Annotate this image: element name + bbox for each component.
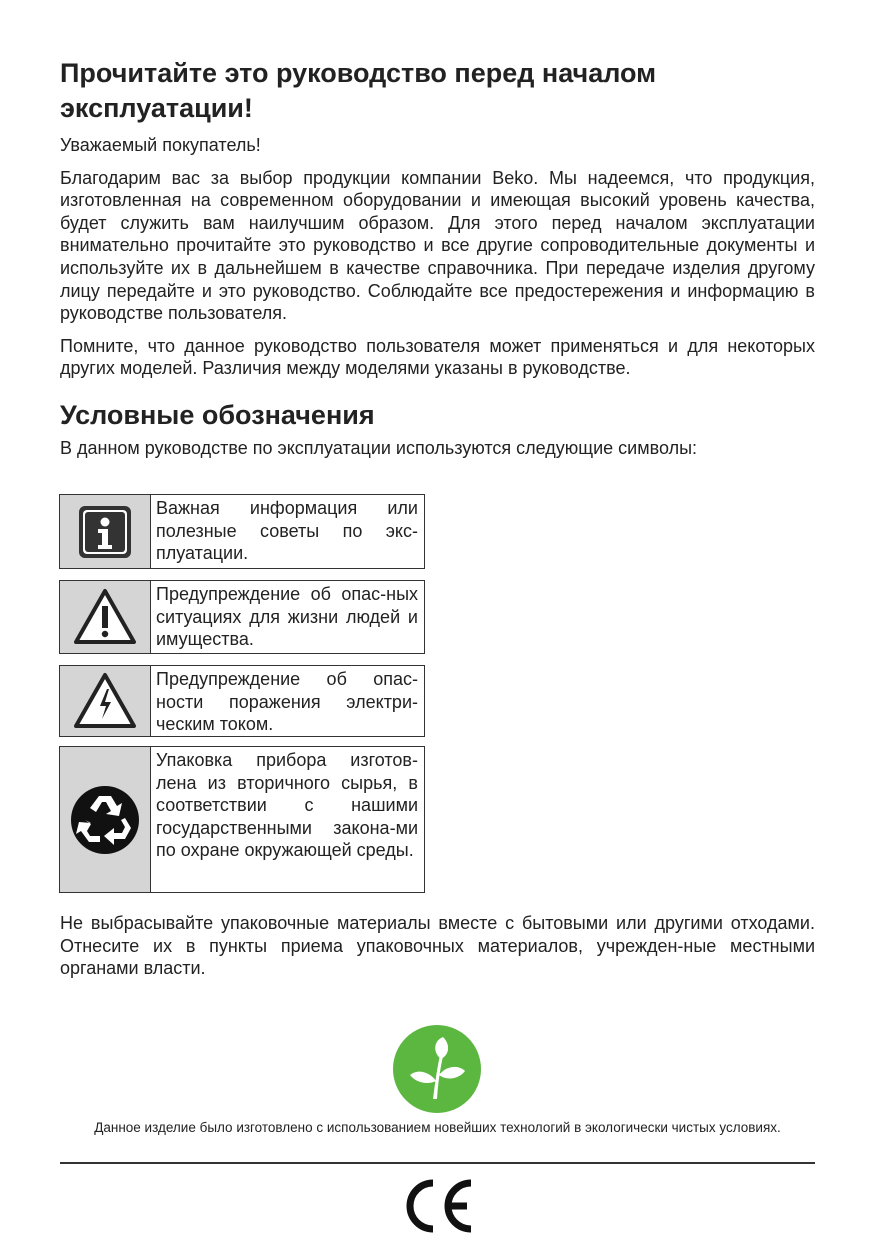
electric-shock-icon [60, 666, 151, 736]
symbol-warning-box [59, 580, 425, 654]
footer-divider [60, 1162, 815, 1164]
greeting: Уважаемый покупатель! [60, 135, 261, 155]
disposal-section [60, 912, 815, 990]
recycle-icon [60, 747, 151, 892]
symbol-electric-text: Предупреждение об опас-ности поражения электри-ческим током. [156, 669, 418, 735]
symbols-heading: Условные обозначения [60, 399, 375, 430]
page-title: Прочитайте это руководство перед началом эксплуатации! [60, 58, 657, 123]
models-paragraph: Помните, что данное руководство пользователя может применяться и для некоторых других моделей. Различия между моделями указаны в руководстве. [60, 335, 815, 379]
symbols-intro: В данном руководстве по эксплуатации используются следующие символы: [60, 437, 698, 458]
symbol-info-text: Важная информация или полезные советы по экс-плуатации. [156, 498, 418, 564]
symbol-recycle-box [59, 746, 425, 893]
symbol-warning-text: Предупреждение об опас-ных ситуациях для жизни людей и имущества. [156, 584, 418, 650]
symbol-recycle-text: Упаковка прибора изготов-лена из вторичного сырья, в соответствии с нашими государственными закона-ми по охране окружающей среды. [156, 750, 418, 861]
disposal-paragraph: Не выбрасывайте упаковочные материалы вместе с бытовыми или другими отходами. Отнесите их в пункты приема упаковочных материалов, учрежден-ные местными органами власти. [60, 913, 815, 979]
intro-paragraph: Благодарим вас за выбор продукции компании Beko. Мы надеемся, что продукция, изготовленная на современном оборудовании и имеющая высокий уровень качества, будет служить вам наилучшим образом. Для этого перед началом эксплуатации внимательно прочитайте это руководство и все другие сопроводительные документы и используйте их в дальнейшем в качестве справочника. При передаче изделия другому лицу передайте и это руководство. Соблюдайте все предостережения и информацию в руководстве пользователя. [60, 167, 815, 324]
eco-statement: Данное изделие было изготовлено с использованием новейших технологий в экологически чистых условиях. [94, 1120, 781, 1135]
info-icon [60, 495, 151, 568]
ce-mark-icon [399, 1179, 475, 1233]
eco-leaf-icon [393, 1025, 481, 1113]
main-content [60, 56, 815, 470]
symbol-electric-box [59, 665, 425, 737]
warning-icon [60, 581, 151, 653]
symbol-info-box [59, 494, 425, 569]
